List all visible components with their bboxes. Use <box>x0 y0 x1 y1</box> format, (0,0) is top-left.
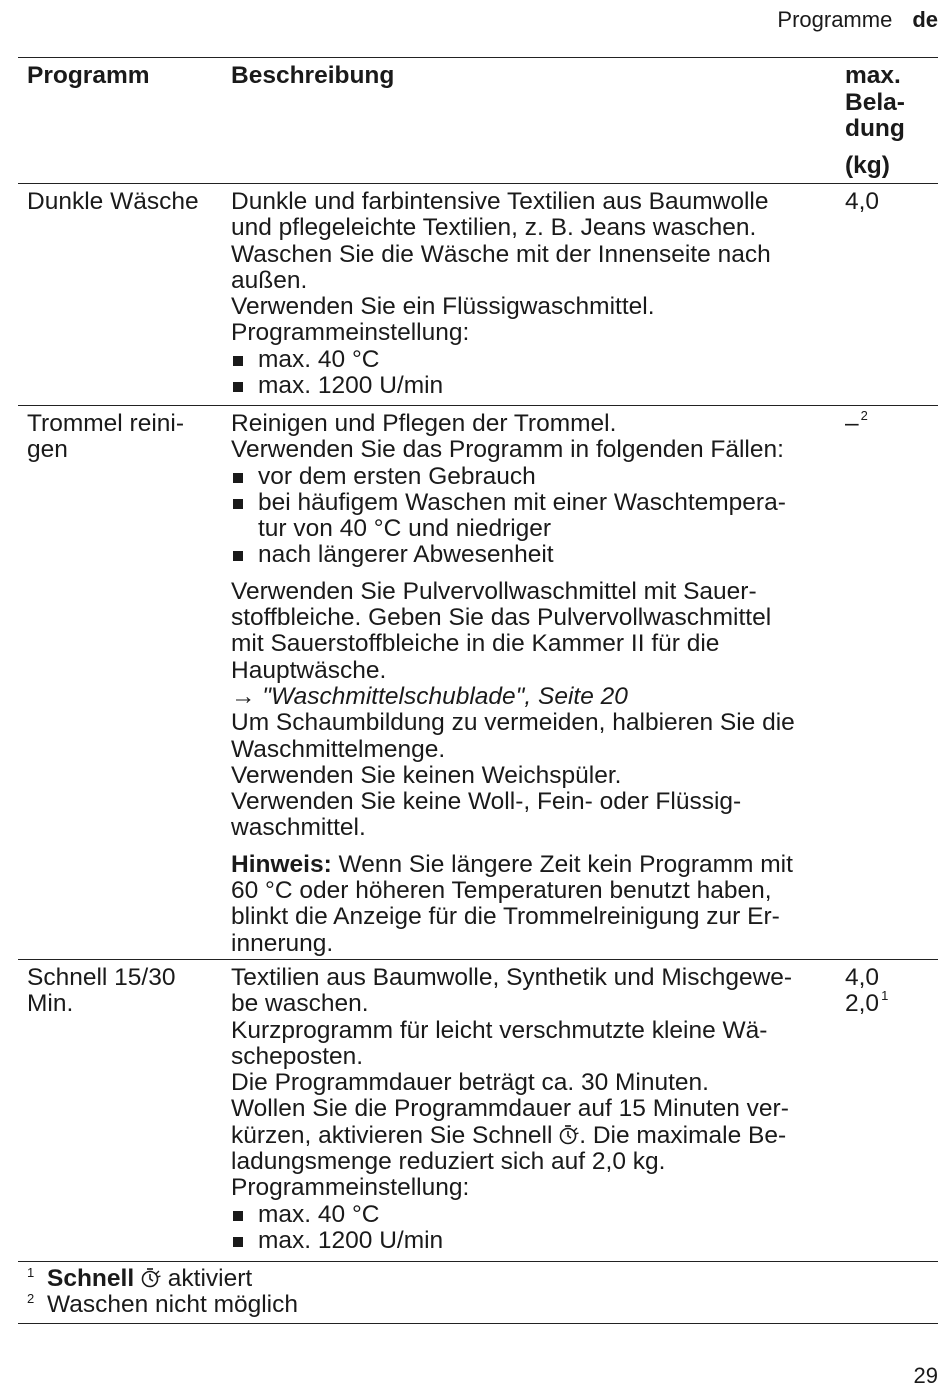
bullet-list <box>231 464 831 569</box>
program-name: Min. <box>27 990 74 1018</box>
note-text: innerung. <box>231 929 334 957</box>
list-item: max. 40 °C <box>231 1202 831 1228</box>
text-line: scheposten. <box>231 1042 364 1070</box>
table-row-description <box>231 189 831 399</box>
program-name: Schnell 15/30 <box>27 964 176 991</box>
note-text: 60 °C oder höheren Temperaturen benutzt haben, <box>231 877 772 905</box>
text-fragment: kürzen, aktivieren Sie Schnell <box>231 1121 560 1149</box>
text-line: mit Sauerstoffbleiche in die Kammer II für die <box>231 630 720 658</box>
text-line: Waschen Sie die Wäsche mit der Innenseite nach <box>231 240 771 268</box>
list-item <box>231 490 831 543</box>
list-item: nach längerer Abwesenheit <box>231 542 831 568</box>
program-name: Dunkle Wäsche <box>27 188 199 215</box>
text-line: Wollen Sie die Programmdauer auf 15 Minuten ver- <box>231 1095 789 1123</box>
language-code: de <box>912 7 938 32</box>
note-text: blinkt die Anzeige für die Trommelreinigung zur Er- <box>231 903 780 931</box>
list-item-line: tur von 40 °C und niedriger <box>258 515 552 543</box>
footnote-2 <box>27 1292 298 1318</box>
table-row-load: 4,0 <box>845 188 880 215</box>
text-line: und pflegeleichte Textilien, z. B. Jeans waschen. <box>231 214 757 242</box>
text-line: Waschmittelmenge. <box>231 735 446 763</box>
text-line: Verwenden Sie Pulvervollwaschmittel mit Sauer- <box>231 577 757 605</box>
table-row-description <box>231 411 831 957</box>
footnote-text: Waschen nicht möglich <box>47 1291 299 1318</box>
header-load-unit: (kg) <box>845 151 890 179</box>
text-line: Hauptwäsche. <box>231 656 387 684</box>
section-title: Programme <box>777 7 893 32</box>
footnote-ref[interactable]: 1 <box>881 988 889 1004</box>
program-name: Trommel reini- <box>27 410 184 437</box>
footnote-1 <box>27 1266 252 1292</box>
text-line: Um Schaumbildung zu vermeiden, halbieren Sie die <box>231 709 795 737</box>
row-divider <box>18 183 938 184</box>
text-line: Textilien aus Baumwolle, Synthetik und Mischgewe- <box>231 964 793 991</box>
page-header <box>777 6 938 34</box>
list-item-line: bei häufigem Waschen mit einer Waschtempera- <box>258 488 786 516</box>
load-value-secondary <box>845 988 935 1018</box>
bullet-list <box>231 1202 831 1255</box>
text-line: Die Programmdauer beträgt ca. 30 Minuten. <box>231 1069 709 1097</box>
note-line <box>231 852 831 878</box>
table-top-rule <box>18 57 938 58</box>
bullet-list <box>231 347 831 400</box>
table-row-load <box>845 965 935 1018</box>
text-line: Dunkle und farbintensive Textilien aus Baumwolle <box>231 188 769 215</box>
footnote-ref[interactable]: 2 <box>860 408 868 423</box>
text-line: waschmittel. <box>231 814 366 842</box>
clock-speed-icon <box>559 1123 579 1149</box>
header-load-line: Bela- <box>845 88 905 116</box>
footnote-text: aktiviert <box>160 1265 253 1292</box>
list-item: max. 1200 U/min <box>231 1228 831 1254</box>
text-line: Programmeinstellung: <box>231 1174 470 1202</box>
header-load-line: dung <box>845 115 905 142</box>
text-line: ladungsmenge reduziert sich auf 2,0 kg. <box>231 1148 666 1176</box>
text-fragment: . Die maximale Be- <box>579 1121 787 1149</box>
text-line: Verwenden Sie keinen Weichspüler. <box>231 761 622 789</box>
table-bottom-rule <box>18 1261 938 1262</box>
footnote-bold: Schnell <box>47 1265 135 1292</box>
table-row-description <box>231 965 831 1254</box>
row-divider <box>18 959 938 960</box>
list-item: max. 1200 U/min <box>231 373 831 399</box>
text-line: Kurzprogramm für leicht verschmutzte kleine Wä- <box>231 1016 768 1044</box>
column-header-load <box>845 63 935 179</box>
footnote-number: 1 <box>27 1265 35 1280</box>
cross-reference-link[interactable]: → "Waschmittelschublade", Seite 20 <box>231 682 628 710</box>
text-line: Programmeinstellung: <box>231 319 470 347</box>
text-line: Verwenden Sie keine Woll-, Fein- oder Flüssig- <box>231 788 742 816</box>
column-header-program: Programm <box>27 62 150 89</box>
text-line: be waschen. <box>231 990 369 1018</box>
table-row-load <box>845 408 935 437</box>
load-value: 2,0 <box>845 990 880 1018</box>
load-value: 4,0 <box>845 964 880 991</box>
text-line: Verwenden Sie das Programm in folgenden Fällen: <box>231 436 784 464</box>
program-name: gen <box>27 436 68 464</box>
text-line: Reinigen und Pflegen der Trommel. <box>231 410 617 437</box>
column-header-description: Beschreibung <box>231 62 395 89</box>
text-line <box>231 1123 831 1149</box>
note-label: Hinweis: <box>231 850 332 878</box>
table-row-program <box>27 189 222 215</box>
table-row-program <box>27 965 222 1018</box>
footnote-bottom-rule <box>18 1323 938 1324</box>
note-text: Wenn Sie längere Zeit kein Programm mit <box>331 850 793 878</box>
row-divider <box>18 405 938 406</box>
list-item: max. 40 °C <box>231 347 831 373</box>
load-value: – <box>845 410 859 437</box>
page-number: 29 <box>913 1363 938 1388</box>
text-line: Verwenden Sie ein Flüssigwaschmittel. <box>231 293 655 321</box>
text-line: außen. <box>231 266 308 294</box>
list-item: vor dem ersten Gebrauch <box>231 464 831 490</box>
clock-speed-icon <box>141 1266 161 1292</box>
text-line: stoffbleiche. Geben Sie das Pulvervollwaschmittel <box>231 604 772 632</box>
header-load-line: max. <box>845 62 901 89</box>
table-row-program <box>27 411 222 464</box>
footnote-number: 2 <box>27 1291 35 1306</box>
